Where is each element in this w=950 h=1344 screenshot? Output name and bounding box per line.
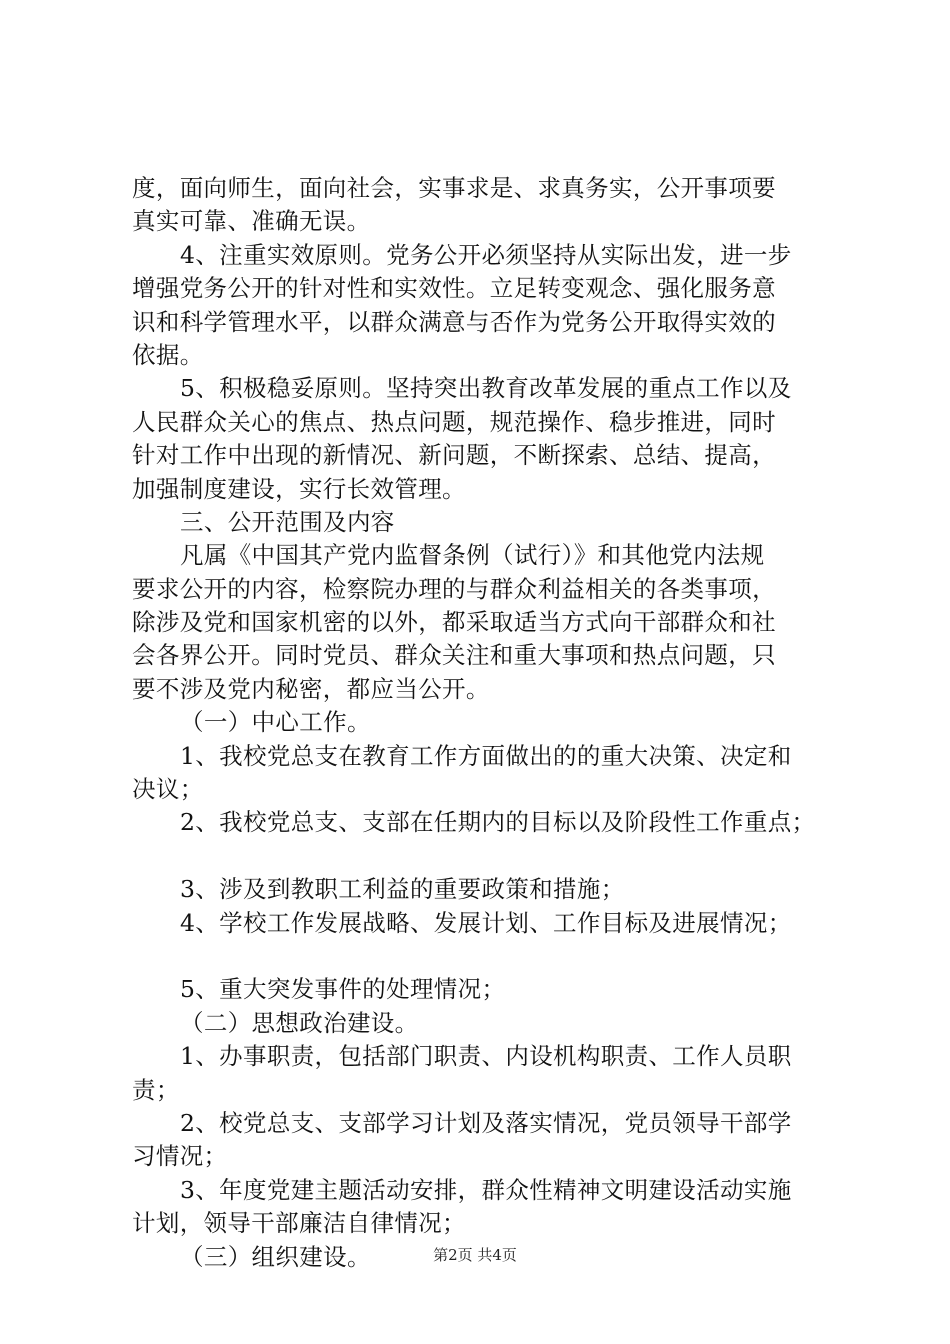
paragraph-line: 要不涉及党内秘密，都应当公开。 <box>132 674 490 703</box>
paragraph-line: 5、重大突发事件的处理情况； <box>180 975 506 1004</box>
paragraph-line: 3、涉及到教职工利益的重要政策和措施； <box>180 875 625 904</box>
paragraph-line: 除涉及党和国家机密的以外，都采取适当方式向干部群众和社 <box>132 608 776 637</box>
paragraph-line: 计划，领导干部廉洁自律情况； <box>132 1209 466 1238</box>
blank-line <box>132 940 844 973</box>
paragraph-line: 增强党务公开的针对性和实效性。立足转变观念、强化服务意 <box>132 274 776 303</box>
paragraph-line: 决议； <box>132 775 204 804</box>
paragraph-line: 识和科学管理水平，以群众满意与否作为党务公开取得实效的 <box>132 307 776 336</box>
paragraph-line: 4、学校工作发展战略、发展计划、工作目标及进展情况； <box>180 908 792 937</box>
paragraph-line: 习情况； <box>132 1142 228 1171</box>
paragraph-line: 2、校党总支、支部学习计划及落实情况，党员领导干部学 <box>180 1108 792 1137</box>
paragraph-line: 人民群众关心的焦点、热点问题，规范操作、稳步推进，同时 <box>132 407 776 436</box>
blank-line <box>132 840 844 873</box>
paragraph-line: 针对工作中出现的新情况、新问题，不断探索、总结、提高， <box>132 441 776 470</box>
paragraph-line: 加强制度建设，实行长效管理。 <box>132 474 466 503</box>
paragraph-line: 责； <box>132 1075 180 1104</box>
paragraph-line: 3、年度党建主题活动安排，群众性精神文明建设活动实施 <box>180 1175 792 1204</box>
page-footer: 第2页 共4页 <box>433 1246 517 1264</box>
paragraph-line: 5、积极稳妥原则。坚持突出教育改革发展的重点工作以及 <box>180 374 792 403</box>
paragraph-line: 4、注重实效原则。党务公开必须坚持从实际出发，进一步 <box>180 240 792 269</box>
paragraph-line: （二）思想政治建设。 <box>180 1008 419 1037</box>
document-body <box>132 172 844 1274</box>
paragraph-line: 依据。 <box>132 340 204 369</box>
paragraph-line: 会各界公开。同时党员、群众关注和重大事项和热点问题，只 <box>132 641 776 670</box>
paragraph-line: 1、办事职责，包括部门职责、内设机构职责、工作人员职 <box>180 1042 792 1071</box>
paragraph-line: 要求公开的内容，检察院办理的与群众利益相关的各类事项， <box>132 574 776 603</box>
paragraph-line: 真实可靠、准确无误。 <box>132 207 371 236</box>
paragraph-line: 凡属《中国其产党内监督条例（试行）》和其他党内法规 <box>180 541 765 570</box>
paragraph-line: （一）中心工作。 <box>180 708 371 737</box>
paragraph-line: 度，面向师生，面向社会，实事求是、求真务实，公开事项要 <box>132 174 776 202</box>
paragraph-line: 1、我校党总支在教育工作方面做出的的重大决策、决定和 <box>180 741 792 770</box>
paragraph-line: 三、公开范围及内容 <box>180 507 395 536</box>
paragraph-line: （三）组织建设。 <box>180 1242 371 1271</box>
paragraph-line: 2、我校党总支、支部在任期内的目标以及阶段性工作重点； <box>180 808 816 837</box>
